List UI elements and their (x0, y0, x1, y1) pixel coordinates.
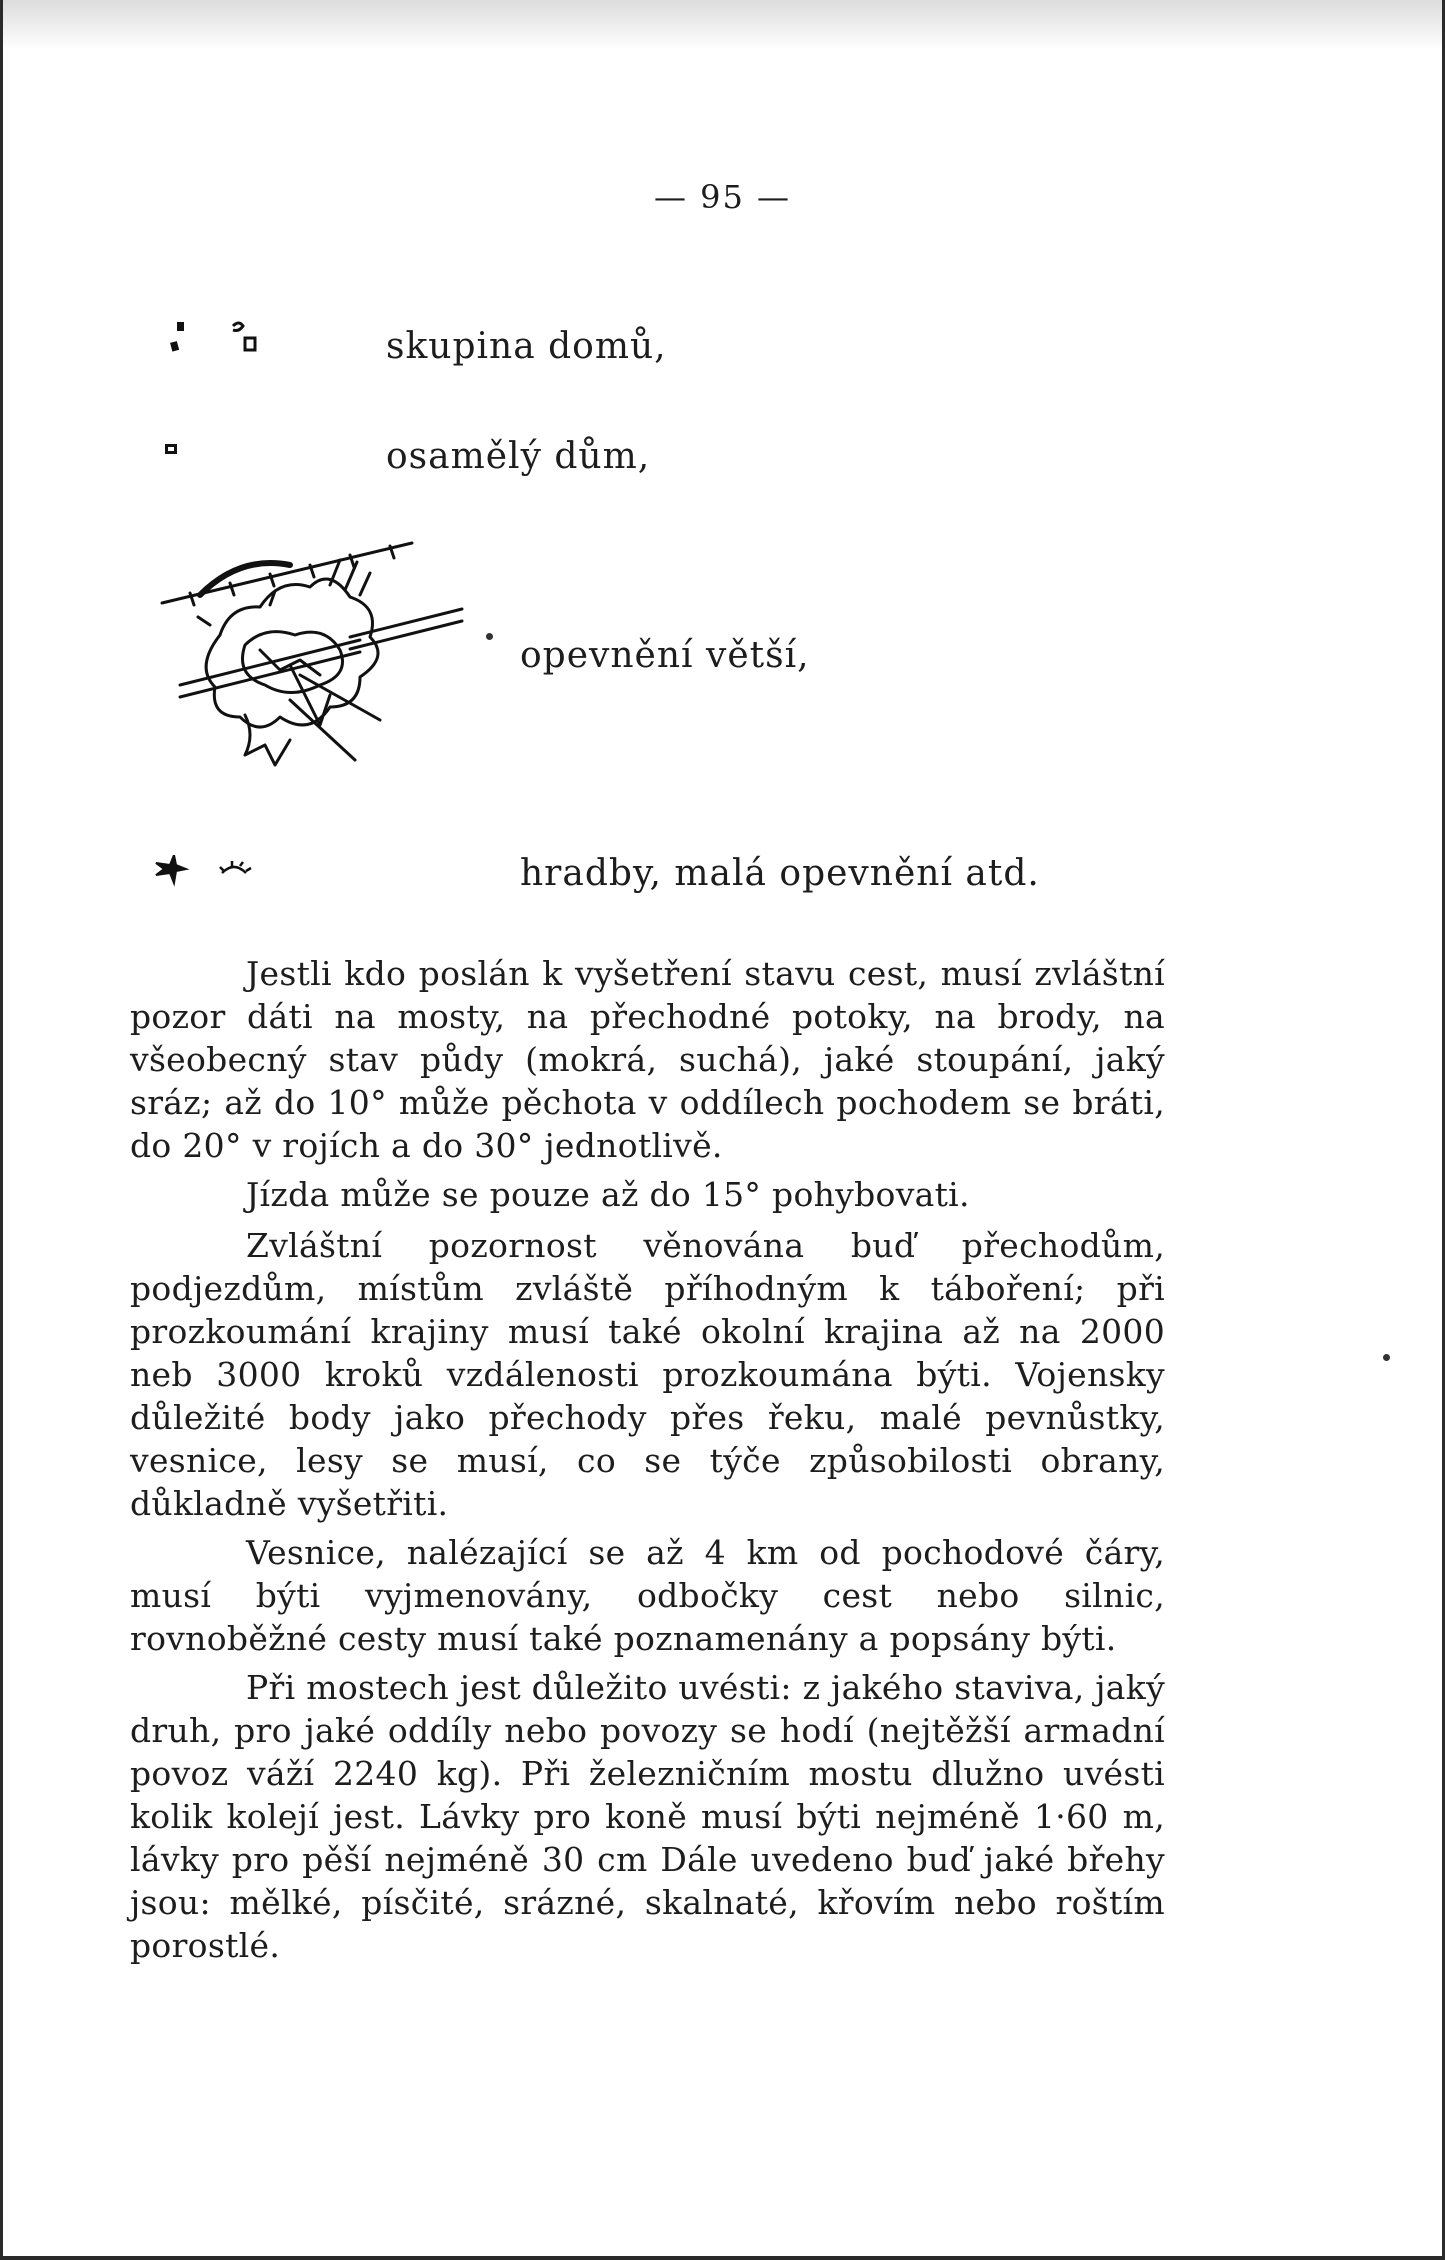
paragraph-villages: Vesnice, nalézající se až 4 km od pochodové čáry, musí býti vyjmenovány, odbočky cest nebo silnic, rovnoběžné cesty musí také poznamenány a popsány býti. (130, 1533, 1165, 1658)
scan-speck (486, 633, 493, 640)
paragraph-roads: Jestli kdo poslán k vyšetření stavu cest, musí zvláštní pozor dáti na mosty, na přechodné potoky, na brody, na všeobecný stav půdy (mokrá, suchá), jaké stoupání, jaký sráz; až do 10° může pěchota v oddílech pochodem se bráti, do 20° v rojích a do 30° jednotlivě. (130, 954, 1165, 1165)
legend-label-large-fortification: opevnění větší, (520, 635, 810, 676)
house-group-icon (165, 318, 275, 368)
large-fortification-icon (150, 525, 470, 775)
legend-label-single-house: osamělý dům, (386, 436, 651, 477)
paragraph-bridges: Při mostech jest důležito uvésti: z jakého staviva, jaký druh, pro jaké oddíly nebo povozy se hodí (nejtěžší armadní povoz váží 2240 kg). Při železničním mostu dlužno uvésti kolik kolejí jest. Lávky pro koně musí býti nejméně 1·60 m, lávky pro pěší nejméně 30 cm Dále uvedeno buď jaké břehy jsou: mělké, písčité, srázné, skalnaté, křovím nebo roštím porostlé. (130, 1668, 1166, 1965)
legend-label-walls: hradby, malá opevnění atd. (520, 853, 1040, 894)
single-house-icon (160, 436, 190, 466)
paragraph-crossings: Zvláštní pozornost věnována buď přechodům, podjezdům, místům zvláště příhodným k táboření; při prozkoumání krajiny musí také okolní krajina až na 2000 neb 3000 kroků vzdálenosti prozkoumána býti. Vojensky důležité body jako přechody přes řeku, malé pevnůstky, vesnice, lesy se musí, co se týče způsobilosti obrany, důkladně vyšetřiti. (130, 1226, 1165, 1523)
legend-label-house-group: skupina domů, (386, 326, 667, 367)
paragraph-cavalry: Jízda může se pouze až do 15° pohybovati. (246, 1175, 970, 1214)
body-text (130, 952, 1165, 1973)
scan-speck (1383, 1354, 1390, 1361)
walls-small-fortification-icon (150, 855, 300, 895)
page-number: — 95 — (653, 178, 792, 216)
